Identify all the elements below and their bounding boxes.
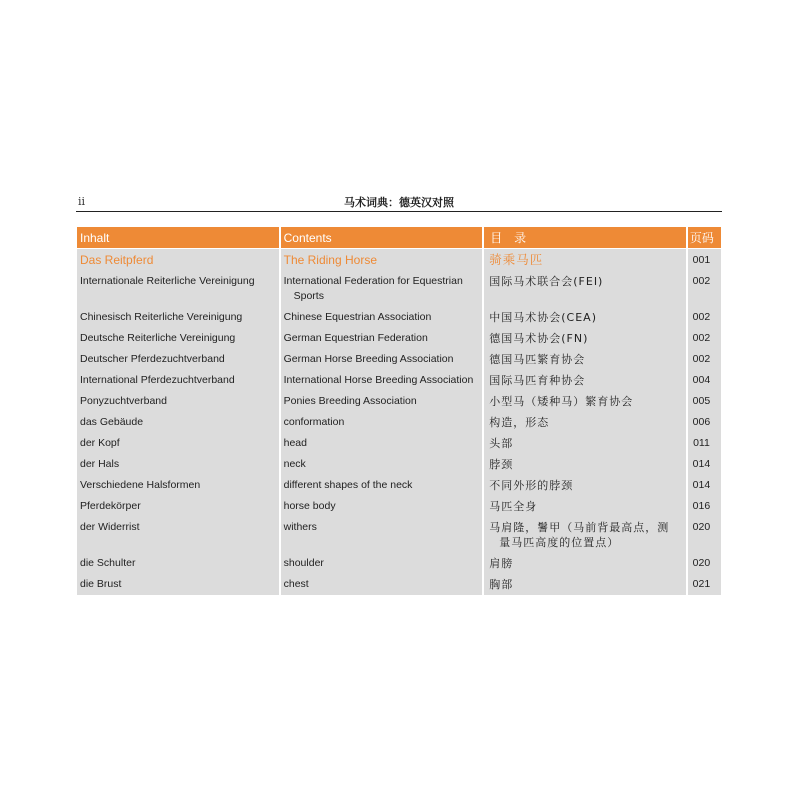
entry-page-number[interactable]: 021 bbox=[688, 574, 721, 595]
entry-german[interactable]: die Brust bbox=[77, 574, 279, 595]
toc-row[interactable] bbox=[77, 433, 721, 454]
entry-german[interactable]: International Pferdezuchtverband bbox=[77, 370, 279, 391]
entry-german[interactable]: Deutsche Reiterliche Vereinigung bbox=[77, 328, 279, 349]
entry-english[interactable] bbox=[281, 370, 483, 391]
entry-chinese[interactable] bbox=[484, 475, 686, 496]
toc-row[interactable] bbox=[77, 553, 721, 574]
entry-page-number[interactable]: 020 bbox=[688, 517, 721, 553]
column-header-english: Contents bbox=[281, 227, 483, 249]
entry-chinese[interactable] bbox=[484, 349, 686, 370]
entry-english-text: International Horse Breeding Association bbox=[283, 374, 474, 386]
entry-chinese[interactable] bbox=[484, 496, 686, 517]
entry-english[interactable] bbox=[281, 271, 483, 307]
section-page-number[interactable]: 001 bbox=[688, 249, 721, 271]
entry-german[interactable]: der Widerrist bbox=[77, 517, 279, 553]
column-header-chinese: 目 录 bbox=[484, 227, 686, 249]
toc-row[interactable] bbox=[77, 328, 721, 349]
entry-english-text: head bbox=[283, 437, 307, 449]
section-title-english[interactable]: The Riding Horse bbox=[281, 249, 483, 271]
toc-row[interactable] bbox=[77, 370, 721, 391]
entry-english-continuation: Sports bbox=[293, 290, 324, 302]
entry-english[interactable] bbox=[281, 328, 483, 349]
entry-chinese-text: 马匹全身 bbox=[489, 500, 538, 513]
entry-german[interactable]: der Hals bbox=[77, 454, 279, 475]
entry-english[interactable] bbox=[281, 349, 483, 370]
toc-entries bbox=[77, 271, 721, 595]
entry-english[interactable] bbox=[281, 475, 483, 496]
entry-page-number[interactable]: 011 bbox=[688, 433, 721, 454]
entry-english-text: chest bbox=[283, 578, 309, 590]
toc-row[interactable] bbox=[77, 307, 721, 328]
entry-chinese[interactable] bbox=[484, 574, 686, 595]
entry-page-number[interactable]: 002 bbox=[688, 271, 721, 307]
entry-chinese[interactable] bbox=[484, 370, 686, 391]
entry-english-text: neck bbox=[283, 458, 306, 470]
entry-german[interactable]: Verschiedene Halsformen bbox=[77, 475, 279, 496]
entry-page-number[interactable]: 002 bbox=[688, 307, 721, 328]
entry-chinese-text: 构造，形态 bbox=[489, 416, 550, 429]
entry-english[interactable] bbox=[281, 496, 483, 517]
entry-german[interactable]: die Schulter bbox=[77, 553, 279, 574]
entry-english-text: withers bbox=[283, 521, 317, 533]
entry-chinese[interactable] bbox=[484, 517, 686, 553]
book-title: 马术词典：德英汉对照 bbox=[344, 196, 454, 209]
toc-row[interactable] bbox=[77, 391, 721, 412]
entry-chinese-text: 德国马术协会(FN) bbox=[489, 332, 589, 345]
entry-chinese-text: 德国马匹繁育协会 bbox=[489, 353, 586, 366]
toc-row[interactable] bbox=[77, 574, 721, 595]
entry-english-text: International Federation for Equestrian bbox=[283, 275, 463, 287]
entry-chinese[interactable] bbox=[484, 412, 686, 433]
page-number: ii bbox=[78, 195, 86, 208]
entry-english[interactable] bbox=[281, 454, 483, 475]
entry-page-number[interactable]: 002 bbox=[688, 349, 721, 370]
entry-english-text: Chinese Equestrian Association bbox=[283, 311, 432, 323]
entry-chinese[interactable] bbox=[484, 307, 686, 328]
entry-page-number[interactable]: 016 bbox=[688, 496, 721, 517]
entry-english-text: shoulder bbox=[283, 557, 324, 569]
entry-chinese-text: 不同外形的脖颈 bbox=[489, 479, 574, 492]
column-header-german: Inhalt bbox=[77, 227, 279, 249]
entry-chinese[interactable] bbox=[484, 454, 686, 475]
entry-chinese-continuation: 量马匹高度的位置点） bbox=[499, 536, 620, 549]
entry-page-number[interactable]: 014 bbox=[688, 475, 721, 496]
toc-row[interactable] bbox=[77, 349, 721, 370]
entry-chinese[interactable] bbox=[484, 553, 686, 574]
entry-english[interactable] bbox=[281, 412, 483, 433]
entry-chinese-text: 国际马匹育种协会 bbox=[489, 374, 586, 387]
section-row[interactable] bbox=[77, 249, 721, 271]
entry-english-text: horse body bbox=[283, 500, 336, 512]
entry-english-text: conformation bbox=[283, 416, 345, 428]
toc-row[interactable] bbox=[77, 454, 721, 475]
entry-german[interactable]: Pferdekörper bbox=[77, 496, 279, 517]
entry-german[interactable]: das Gebäude bbox=[77, 412, 279, 433]
entry-chinese-text: 国际马术联合会(FEI) bbox=[489, 275, 604, 288]
entry-english[interactable] bbox=[281, 517, 483, 553]
entry-german[interactable]: Chinesisch Reiterliche Vereinigung bbox=[77, 307, 279, 328]
entry-chinese[interactable] bbox=[484, 433, 686, 454]
column-header-page: 页码 bbox=[688, 227, 721, 249]
header-row bbox=[77, 227, 721, 249]
entry-german[interactable]: der Kopf bbox=[77, 433, 279, 454]
toc-row[interactable] bbox=[77, 517, 721, 553]
entry-chinese[interactable] bbox=[484, 328, 686, 349]
section-title-chinese[interactable]: 骑乘马匹 bbox=[484, 249, 686, 271]
entry-page-number[interactable]: 002 bbox=[688, 328, 721, 349]
toc-row[interactable] bbox=[77, 475, 721, 496]
entry-chinese-text: 脖颈 bbox=[489, 458, 514, 471]
entry-chinese-text: 头部 bbox=[489, 437, 514, 450]
entry-german[interactable]: Deutscher Pferdezuchtverband bbox=[77, 349, 279, 370]
entry-chinese-text: 胸部 bbox=[489, 578, 514, 591]
entry-chinese-text: 马肩隆，鬐甲（马前背最高点，测 bbox=[489, 521, 670, 534]
entry-page-number[interactable]: 006 bbox=[688, 412, 721, 433]
entry-english-text: Ponies Breeding Association bbox=[283, 395, 417, 407]
toc-row[interactable] bbox=[77, 271, 721, 307]
entry-chinese-text: 中国马术协会(CEA) bbox=[489, 311, 597, 324]
entry-english[interactable] bbox=[281, 574, 483, 595]
entry-english-text: German Horse Breeding Association bbox=[283, 353, 454, 365]
running-head bbox=[76, 193, 722, 212]
entry-chinese[interactable] bbox=[484, 391, 686, 412]
entry-chinese[interactable] bbox=[484, 271, 686, 307]
section-title-german[interactable]: Das Reitpferd bbox=[77, 249, 279, 271]
entry-chinese-text: 肩膀 bbox=[489, 557, 514, 570]
entry-page-number[interactable]: 005 bbox=[688, 391, 721, 412]
contents-table bbox=[75, 227, 723, 595]
entry-english[interactable] bbox=[281, 391, 483, 412]
entry-english-text: German Equestrian Federation bbox=[283, 332, 428, 344]
entry-page-number[interactable]: 020 bbox=[688, 553, 721, 574]
entry-german[interactable]: Ponyzuchtverband bbox=[77, 391, 279, 412]
entry-page-number[interactable]: 004 bbox=[688, 370, 721, 391]
entry-english-text: different shapes of the neck bbox=[283, 479, 413, 491]
entry-english[interactable] bbox=[281, 307, 483, 328]
entry-chinese-text: 小型马（矮种马）繁育协会 bbox=[489, 395, 634, 408]
toc-row[interactable] bbox=[77, 412, 721, 433]
entry-page-number[interactable]: 014 bbox=[688, 454, 721, 475]
entry-english[interactable] bbox=[281, 433, 483, 454]
entry-english[interactable] bbox=[281, 553, 483, 574]
entry-german[interactable]: Internationale Reiterliche Vereinigung bbox=[77, 271, 279, 307]
toc-row[interactable] bbox=[77, 496, 721, 517]
